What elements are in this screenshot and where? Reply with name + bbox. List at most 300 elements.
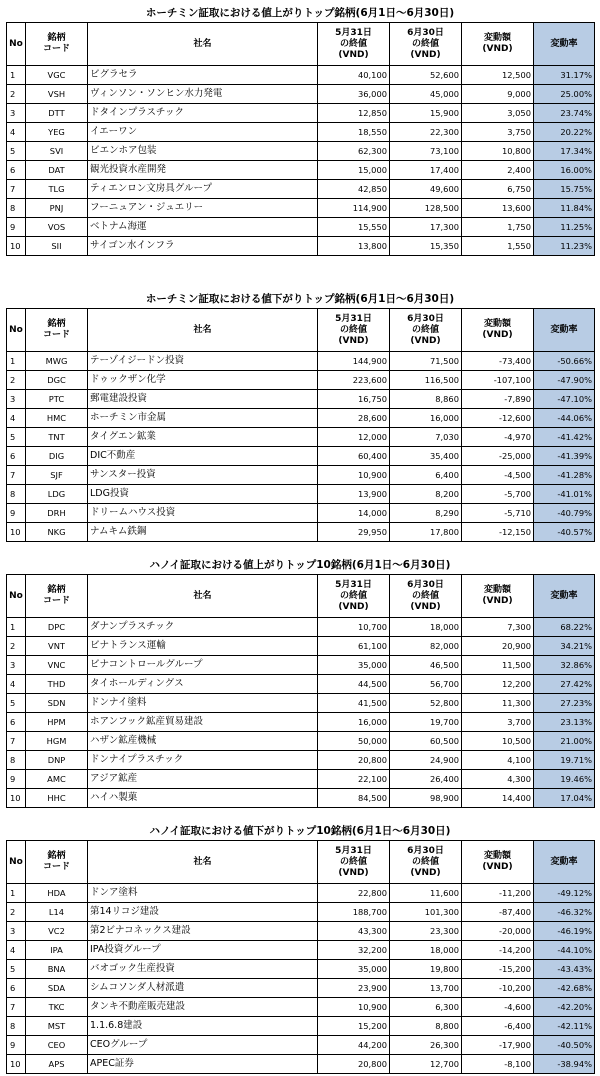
jun30-close-cell: 26,300	[390, 1036, 462, 1055]
rank-cell: 1	[7, 66, 26, 85]
rank-cell: 8	[7, 1017, 26, 1036]
rank-cell: 1	[7, 618, 26, 637]
change-amount-cell: 13,600	[462, 199, 534, 218]
rank-cell: 1	[7, 352, 26, 371]
change-rate-cell: -47.90%	[534, 371, 595, 390]
change-rate-cell: -46.32%	[534, 903, 595, 922]
table-row	[7, 789, 595, 808]
jun30-close-cell: 19,700	[390, 713, 462, 732]
header-may31-close: 5月31日 の終値 (VND)	[318, 575, 390, 618]
change-amount-cell: 2,400	[462, 161, 534, 180]
rank-cell: 9	[7, 504, 26, 523]
ranking-section-3	[6, 556, 594, 808]
change-amount-cell: -4,500	[462, 466, 534, 485]
rank-cell: 6	[7, 161, 26, 180]
change-amount-cell: -73,400	[462, 352, 534, 371]
rank-cell: 3	[7, 922, 26, 941]
change-amount-cell: 10,500	[462, 732, 534, 751]
table-row	[7, 1055, 595, 1074]
jun30-close-cell: 13,700	[390, 979, 462, 998]
jun30-close-cell: 49,600	[390, 180, 462, 199]
change-amount-cell: 6,750	[462, 180, 534, 199]
header-change: 変動額 (VND)	[462, 575, 534, 618]
change-rate-cell: -50.66%	[534, 352, 595, 371]
table-row	[7, 85, 595, 104]
stock-code-cell: HGM	[26, 732, 88, 751]
header-change-rate: 変動率	[534, 575, 595, 618]
stock-code-cell: APS	[26, 1055, 88, 1074]
table-row	[7, 352, 595, 371]
table-row	[7, 390, 595, 409]
table-row	[7, 1017, 595, 1036]
header-change: 変動額 (VND)	[462, 841, 534, 884]
jun30-close-cell: 8,200	[390, 485, 462, 504]
jun30-close-cell: 23,300	[390, 922, 462, 941]
header-name: 社名	[88, 23, 318, 66]
rank-cell: 2	[7, 637, 26, 656]
change-amount-cell: -5,710	[462, 504, 534, 523]
header-jun30-close: 6月30日 の終値 (VND)	[390, 309, 462, 352]
rank-cell: 10	[7, 1055, 26, 1074]
change-amount-cell: 12,500	[462, 66, 534, 85]
change-rate-cell: -40.50%	[534, 1036, 595, 1055]
rank-cell: 5	[7, 142, 26, 161]
may31-close-cell: 22,800	[318, 884, 390, 903]
change-rate-cell: 23.13%	[534, 713, 595, 732]
change-rate-cell: 25.00%	[534, 85, 595, 104]
header-change-rate: 変動率	[534, 841, 595, 884]
company-name-cell: ティエンロン文房具グループ	[88, 180, 318, 199]
header-jun30-close: 6月30日 の終値 (VND)	[390, 841, 462, 884]
table-row	[7, 903, 595, 922]
stock-code-cell: DAT	[26, 161, 88, 180]
may31-close-cell: 20,800	[318, 1055, 390, 1074]
change-rate-cell: 27.42%	[534, 675, 595, 694]
change-rate-cell: 17.34%	[534, 142, 595, 161]
stock-code-cell: LDG	[26, 485, 88, 504]
table-row	[7, 941, 595, 960]
stock-code-cell: SVI	[26, 142, 88, 161]
company-name-cell: タンキ不動産販売建設	[88, 998, 318, 1017]
jun30-close-cell: 45,000	[390, 85, 462, 104]
jun30-close-cell: 16,000	[390, 409, 462, 428]
change-amount-cell: -14,200	[462, 941, 534, 960]
company-name-cell: ドンナイ塗料	[88, 694, 318, 713]
company-name-cell: タイグエン鉱業	[88, 428, 318, 447]
table-row	[7, 770, 595, 789]
company-name-cell: シムコソンダ人材派遣	[88, 979, 318, 998]
table-row	[7, 428, 595, 447]
may31-close-cell: 13,900	[318, 485, 390, 504]
header-change-rate: 変動率	[534, 309, 595, 352]
table-row	[7, 637, 595, 656]
table-row	[7, 237, 595, 256]
may31-close-cell: 22,100	[318, 770, 390, 789]
table-row	[7, 751, 595, 770]
rank-cell: 7	[7, 180, 26, 199]
rank-cell: 5	[7, 694, 26, 713]
ranking-section-1	[6, 4, 594, 256]
change-rate-cell: -42.20%	[534, 998, 595, 1017]
may31-close-cell: 35,000	[318, 656, 390, 675]
table-row	[7, 142, 595, 161]
change-rate-cell: -38.94%	[534, 1055, 595, 1074]
section-title: ハノイ証取における値下がりトップ10銘柄(6月1日～6月30日)	[149, 825, 451, 837]
change-rate-cell: -43.43%	[534, 960, 595, 979]
may31-close-cell: 35,000	[318, 960, 390, 979]
header-may31-close: 5月31日 の終値 (VND)	[318, 23, 390, 66]
table-row	[7, 447, 595, 466]
stock-code-cell: THD	[26, 675, 88, 694]
change-amount-cell: 14,400	[462, 789, 534, 808]
rank-cell: 1	[7, 884, 26, 903]
jun30-close-cell: 73,100	[390, 142, 462, 161]
rank-cell: 2	[7, 371, 26, 390]
header-code: 銘柄 コード	[26, 309, 88, 352]
jun30-close-cell: 98,900	[390, 789, 462, 808]
change-rate-cell: -40.57%	[534, 523, 595, 542]
rank-cell: 7	[7, 732, 26, 751]
table-row	[7, 713, 595, 732]
rank-cell: 10	[7, 237, 26, 256]
jun30-close-cell: 71,500	[390, 352, 462, 371]
change-rate-cell: -40.79%	[534, 504, 595, 523]
header-change: 変動額 (VND)	[462, 309, 534, 352]
rank-cell: 10	[7, 789, 26, 808]
change-amount-cell: -25,000	[462, 447, 534, 466]
jun30-close-cell: 12,700	[390, 1055, 462, 1074]
rank-cell: 8	[7, 485, 26, 504]
change-rate-cell: -46.19%	[534, 922, 595, 941]
rank-cell: 3	[7, 390, 26, 409]
company-name-cell: ホアンフック鉱産貿易建設	[88, 713, 318, 732]
rank-cell: 4	[7, 123, 26, 142]
header-no: No	[7, 575, 26, 618]
table-row	[7, 199, 595, 218]
section-title: ホーチミン証取における値下がりトップ銘柄(6月1日～6月30日)	[145, 293, 455, 305]
change-amount-cell: 7,300	[462, 618, 534, 637]
header-change: 変動額 (VND)	[462, 23, 534, 66]
may31-close-cell: 10,900	[318, 998, 390, 1017]
change-amount-cell: -15,200	[462, 960, 534, 979]
change-amount-cell: -4,600	[462, 998, 534, 1017]
jun30-close-cell: 116,500	[390, 371, 462, 390]
change-amount-cell: 1,750	[462, 218, 534, 237]
jun30-close-cell: 7,030	[390, 428, 462, 447]
jun30-close-cell: 18,000	[390, 618, 462, 637]
change-amount-cell: -6,400	[462, 1017, 534, 1036]
table-header-row	[7, 841, 595, 884]
company-name-cell: 第14リコジ建設	[88, 903, 318, 922]
stock-code-cell: SDA	[26, 979, 88, 998]
change-amount-cell: -87,400	[462, 903, 534, 922]
may31-close-cell: 15,200	[318, 1017, 390, 1036]
jun30-close-cell: 35,400	[390, 447, 462, 466]
rank-cell: 6	[7, 713, 26, 732]
company-name-cell: 観光投資水産開発	[88, 161, 318, 180]
table-row	[7, 104, 595, 123]
may31-close-cell: 223,600	[318, 371, 390, 390]
table-header-row	[7, 575, 595, 618]
company-name-cell: ビナトランス運輸	[88, 637, 318, 656]
change-amount-cell: -12,150	[462, 523, 534, 542]
table-row	[7, 66, 595, 85]
change-amount-cell: 3,050	[462, 104, 534, 123]
table-row	[7, 998, 595, 1017]
change-rate-cell: 34.21%	[534, 637, 595, 656]
table-row	[7, 1036, 595, 1055]
may31-close-cell: 41,500	[318, 694, 390, 713]
rank-cell: 9	[7, 1036, 26, 1055]
header-jun30-close: 6月30日 の終値 (VND)	[390, 23, 462, 66]
jun30-close-cell: 8,860	[390, 390, 462, 409]
table-row	[7, 732, 595, 751]
jun30-close-cell: 8,290	[390, 504, 462, 523]
company-name-cell: サンスター投資	[88, 466, 318, 485]
company-name-cell: ドタインプラスチック	[88, 104, 318, 123]
may31-close-cell: 14,000	[318, 504, 390, 523]
change-amount-cell: 4,100	[462, 751, 534, 770]
ranking-table	[6, 22, 595, 256]
may31-close-cell: 42,850	[318, 180, 390, 199]
table-row	[7, 618, 595, 637]
jun30-close-cell: 6,400	[390, 466, 462, 485]
stock-code-cell: DTT	[26, 104, 88, 123]
jun30-close-cell: 60,500	[390, 732, 462, 751]
company-name-cell: ダナンプラスチック	[88, 618, 318, 637]
table-header-row	[7, 23, 595, 66]
may31-close-cell: 13,800	[318, 237, 390, 256]
ranking-section-2	[6, 290, 594, 542]
stock-code-cell: TLG	[26, 180, 88, 199]
jun30-close-cell: 52,600	[390, 66, 462, 85]
table-header-row	[7, 309, 595, 352]
header-name: 社名	[88, 575, 318, 618]
header-no: No	[7, 309, 26, 352]
change-rate-cell: 16.00%	[534, 161, 595, 180]
jun30-close-cell: 52,800	[390, 694, 462, 713]
may31-close-cell: 61,100	[318, 637, 390, 656]
change-rate-cell: 15.75%	[534, 180, 595, 199]
jun30-close-cell: 17,400	[390, 161, 462, 180]
may31-close-cell: 44,200	[318, 1036, 390, 1055]
may31-close-cell: 16,000	[318, 713, 390, 732]
may31-close-cell: 15,550	[318, 218, 390, 237]
company-name-cell: IPA投資グループ	[88, 941, 318, 960]
stock-code-cell: MST	[26, 1017, 88, 1036]
change-rate-cell: 68.22%	[534, 618, 595, 637]
rank-cell: 8	[7, 751, 26, 770]
may31-close-cell: 188,700	[318, 903, 390, 922]
change-rate-cell: 11.25%	[534, 218, 595, 237]
company-name-cell: CEOグループ	[88, 1036, 318, 1055]
may31-close-cell: 12,000	[318, 428, 390, 447]
stock-code-cell: CEO	[26, 1036, 88, 1055]
may31-close-cell: 10,900	[318, 466, 390, 485]
change-amount-cell: 12,200	[462, 675, 534, 694]
rank-cell: 5	[7, 428, 26, 447]
change-rate-cell: -41.28%	[534, 466, 595, 485]
change-rate-cell: -44.06%	[534, 409, 595, 428]
rank-cell: 7	[7, 998, 26, 1017]
ranking-section-4	[6, 822, 594, 1074]
ranking-table	[6, 574, 595, 808]
company-name-cell: 1.1.6.8建設	[88, 1017, 318, 1036]
rank-cell: 2	[7, 85, 26, 104]
change-amount-cell: 3,700	[462, 713, 534, 732]
jun30-close-cell: 15,350	[390, 237, 462, 256]
jun30-close-cell: 18,000	[390, 941, 462, 960]
company-name-cell: イエーワン	[88, 123, 318, 142]
jun30-close-cell: 26,400	[390, 770, 462, 789]
company-name-cell: バオゴック生産投資	[88, 960, 318, 979]
rank-cell: 4	[7, 941, 26, 960]
change-amount-cell: -10,200	[462, 979, 534, 998]
rank-cell: 8	[7, 199, 26, 218]
company-name-cell: ビナコントロールグループ	[88, 656, 318, 675]
may31-close-cell: 29,950	[318, 523, 390, 542]
company-name-cell: ベトナム海運	[88, 218, 318, 237]
header-jun30-close: 6月30日 の終値 (VND)	[390, 575, 462, 618]
change-rate-cell: -42.11%	[534, 1017, 595, 1036]
may31-close-cell: 62,300	[318, 142, 390, 161]
company-name-cell: ドリームハウス投資	[88, 504, 318, 523]
stock-code-cell: VNT	[26, 637, 88, 656]
stock-code-cell: PNJ	[26, 199, 88, 218]
company-name-cell: LDG投資	[88, 485, 318, 504]
company-name-cell: ハザン鉱産機械	[88, 732, 318, 751]
may31-close-cell: 15,000	[318, 161, 390, 180]
jun30-close-cell: 17,300	[390, 218, 462, 237]
jun30-close-cell: 82,000	[390, 637, 462, 656]
company-name-cell: ホーチミン市金属	[88, 409, 318, 428]
change-amount-cell: 4,300	[462, 770, 534, 789]
stock-code-cell: TNT	[26, 428, 88, 447]
company-name-cell: タイホールディングス	[88, 675, 318, 694]
may31-close-cell: 114,900	[318, 199, 390, 218]
company-name-cell: 第2ビナコネックス建設	[88, 922, 318, 941]
may31-close-cell: 16,750	[318, 390, 390, 409]
jun30-close-cell: 8,800	[390, 1017, 462, 1036]
rank-cell: 4	[7, 675, 26, 694]
may31-close-cell: 84,500	[318, 789, 390, 808]
change-amount-cell: -5,700	[462, 485, 534, 504]
stock-code-cell: VOS	[26, 218, 88, 237]
header-code: 銘柄 コード	[26, 23, 88, 66]
change-amount-cell: 20,900	[462, 637, 534, 656]
company-name-cell: アジア鉱産	[88, 770, 318, 789]
jun30-close-cell: 6,300	[390, 998, 462, 1017]
table-row	[7, 979, 595, 998]
change-rate-cell: -49.12%	[534, 884, 595, 903]
table-row	[7, 504, 595, 523]
stock-code-cell: VSH	[26, 85, 88, 104]
change-amount-cell: 9,000	[462, 85, 534, 104]
header-code: 銘柄 コード	[26, 841, 88, 884]
change-rate-cell: 11.84%	[534, 199, 595, 218]
may31-close-cell: 36,000	[318, 85, 390, 104]
header-no: No	[7, 841, 26, 884]
change-rate-cell: 32.86%	[534, 656, 595, 675]
ranking-table	[6, 840, 595, 1074]
company-name-cell: サイゴン水インフラ	[88, 237, 318, 256]
company-name-cell: フーニュアン・ジュエリー	[88, 199, 318, 218]
stock-code-cell: BNA	[26, 960, 88, 979]
may31-close-cell: 20,800	[318, 751, 390, 770]
company-name-cell: テーゾイジードン投資	[88, 352, 318, 371]
company-name-cell: ナムキム鉄鋼	[88, 523, 318, 542]
change-amount-cell: 11,500	[462, 656, 534, 675]
rank-cell: 6	[7, 447, 26, 466]
change-rate-cell: -41.42%	[534, 428, 595, 447]
jun30-close-cell: 22,300	[390, 123, 462, 142]
change-amount-cell: 11,300	[462, 694, 534, 713]
header-name: 社名	[88, 309, 318, 352]
stock-code-cell: TKC	[26, 998, 88, 1017]
rank-cell: 9	[7, 218, 26, 237]
table-row	[7, 161, 595, 180]
header-code: 銘柄 コード	[26, 575, 88, 618]
ranking-table	[6, 308, 595, 542]
stock-code-cell: L14	[26, 903, 88, 922]
may31-close-cell: 44,500	[318, 675, 390, 694]
header-may31-close: 5月31日 の終値 (VND)	[318, 309, 390, 352]
stock-code-cell: NKG	[26, 523, 88, 542]
change-amount-cell: -20,000	[462, 922, 534, 941]
jun30-close-cell: 19,800	[390, 960, 462, 979]
table-row	[7, 466, 595, 485]
stock-code-cell: VGC	[26, 66, 88, 85]
table-row	[7, 656, 595, 675]
header-may31-close: 5月31日 の終値 (VND)	[318, 841, 390, 884]
jun30-close-cell: 56,700	[390, 675, 462, 694]
change-rate-cell: 27.23%	[534, 694, 595, 713]
change-rate-cell: 21.00%	[534, 732, 595, 751]
company-name-cell: ドゥックザン化学	[88, 371, 318, 390]
company-name-cell: ビグラセラ	[88, 66, 318, 85]
table-row	[7, 675, 595, 694]
may31-close-cell: 12,850	[318, 104, 390, 123]
change-amount-cell: -11,200	[462, 884, 534, 903]
change-amount-cell: -7,890	[462, 390, 534, 409]
jun30-close-cell: 11,600	[390, 884, 462, 903]
company-name-cell: 郵電建設投資	[88, 390, 318, 409]
company-name-cell: ヴィンソン・ソンヒン水力発電	[88, 85, 318, 104]
jun30-close-cell: 24,900	[390, 751, 462, 770]
table-row	[7, 960, 595, 979]
may31-close-cell: 32,200	[318, 941, 390, 960]
may31-close-cell: 28,600	[318, 409, 390, 428]
table-row	[7, 485, 595, 504]
table-row	[7, 123, 595, 142]
stock-code-cell: DGC	[26, 371, 88, 390]
change-rate-cell: -47.10%	[534, 390, 595, 409]
may31-close-cell: 18,550	[318, 123, 390, 142]
change-amount-cell: 3,750	[462, 123, 534, 142]
rank-cell: 10	[7, 523, 26, 542]
change-rate-cell: 23.74%	[534, 104, 595, 123]
table-row	[7, 694, 595, 713]
table-row	[7, 371, 595, 390]
stock-code-cell: DPC	[26, 618, 88, 637]
table-row	[7, 218, 595, 237]
rank-cell: 2	[7, 903, 26, 922]
company-name-cell: ドンナイプラスチック	[88, 751, 318, 770]
rank-cell: 3	[7, 104, 26, 123]
stock-code-cell: AMC	[26, 770, 88, 789]
section-title: ホーチミン証取における値上がりトップ銘柄(6月1日～6月30日)	[145, 7, 455, 19]
change-amount-cell: 10,800	[462, 142, 534, 161]
